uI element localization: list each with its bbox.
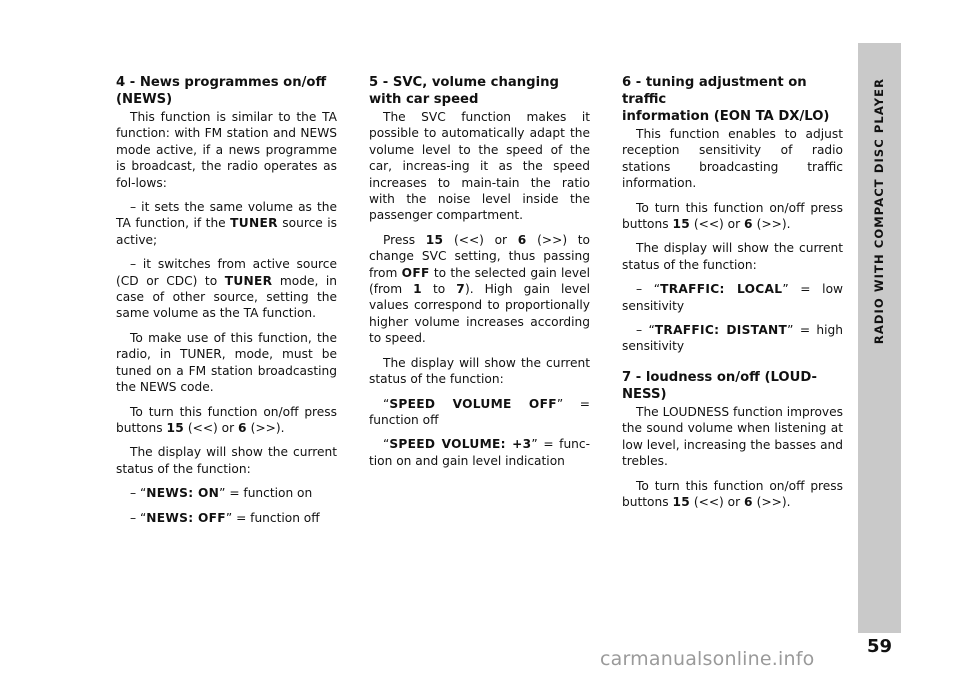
paragraph: This function enables to adjust reception sensitivity of radio stations broadcasting traffic information. <box>622 127 843 191</box>
paragraph: To make use of this function, the radio, in TUNER, mode, must be tuned on a FM station broadcasting the NEWS code. <box>116 330 337 395</box>
paragraph: Press 15 (<<) or 6 (>>) to change SVC setting, thus passing from OFF to the selected gain level (from 1 to 7). High gain level values correspond to proportionally higher volume increases according to speed. <box>369 232 590 346</box>
paragraph: This function is similar to the TA function: with FM station and NEWS mode active, if a news programme is broadcast, the radio operates as fol-lows: <box>116 110 337 190</box>
section-heading-news: 4 - News programmes on/off (NEWS) <box>116 75 327 107</box>
paragraph: The display will show the current status of the function: <box>622 241 843 272</box>
paragraph: The SVC function makes it possible to automatically adapt the volume level to the speed of the car, increas-ing it as the speed increases to main-tain the ratio with the noise level inside the passenger compartment. <box>369 110 590 223</box>
section-heading-traffic: 6 - tuning adjustment on traffic information (EON TA DX/LO) <box>622 75 830 124</box>
chapter-title <box>858 43 901 343</box>
chapter-title-text: RADIO WITH COMPACT DISC PLAYER <box>872 77 886 345</box>
list-item: “SPEED VOLUME: +3” = func-tion on and gain level indication <box>369 437 590 468</box>
section-heading-svc: 5 - SVC, volume changing with car speed <box>369 75 559 107</box>
paragraph: – it sets the same volume as the TA function, if the TUNER source is active; <box>116 200 337 247</box>
page-number: 59 <box>866 636 893 657</box>
list-item: – “TRAFFIC: LOCAL” = low sensitivity <box>622 282 843 313</box>
list-item: – “NEWS: ON” = function on <box>130 486 313 501</box>
list-item: – “TRAFFIC: DISTANT” = high sensitivity <box>622 323 843 354</box>
section-heading-loudness: 7 - loudness on/off (LOUD- NESS) <box>622 369 818 402</box>
list-item: – “NEWS: OFF” = function off <box>130 510 320 525</box>
paragraph: The display will show the current status of the function: <box>116 445 337 476</box>
column-svc <box>369 74 590 477</box>
paragraph: To turn this function on/off press buttons 15 (<<) or 6 (>>). <box>622 200 843 232</box>
chapter-sidebar <box>858 43 901 657</box>
paragraph: The LOUDNESS function improves the sound volume when listening at low level, increasing the basses and trebles. <box>622 404 843 469</box>
paragraph: The display will show the current status of the function: <box>369 355 590 387</box>
column-traffic-loudness <box>622 74 843 518</box>
watermark: carmanualsonline.info <box>600 648 815 670</box>
paragraph: – it switches from active source (CD or CDC) to TUNER mode, in case of other source, setting the same volume as the TA function. <box>116 257 337 321</box>
paragraph: To turn this function on/off press buttons 15 (<<) or 6 (>>). <box>116 404 337 435</box>
paragraph: To turn this function on/off press buttons 15 (<<) or 6 (>>). <box>622 478 843 509</box>
column-news <box>116 74 337 534</box>
list-item: “SPEED VOLUME OFF” = function off <box>369 396 590 427</box>
